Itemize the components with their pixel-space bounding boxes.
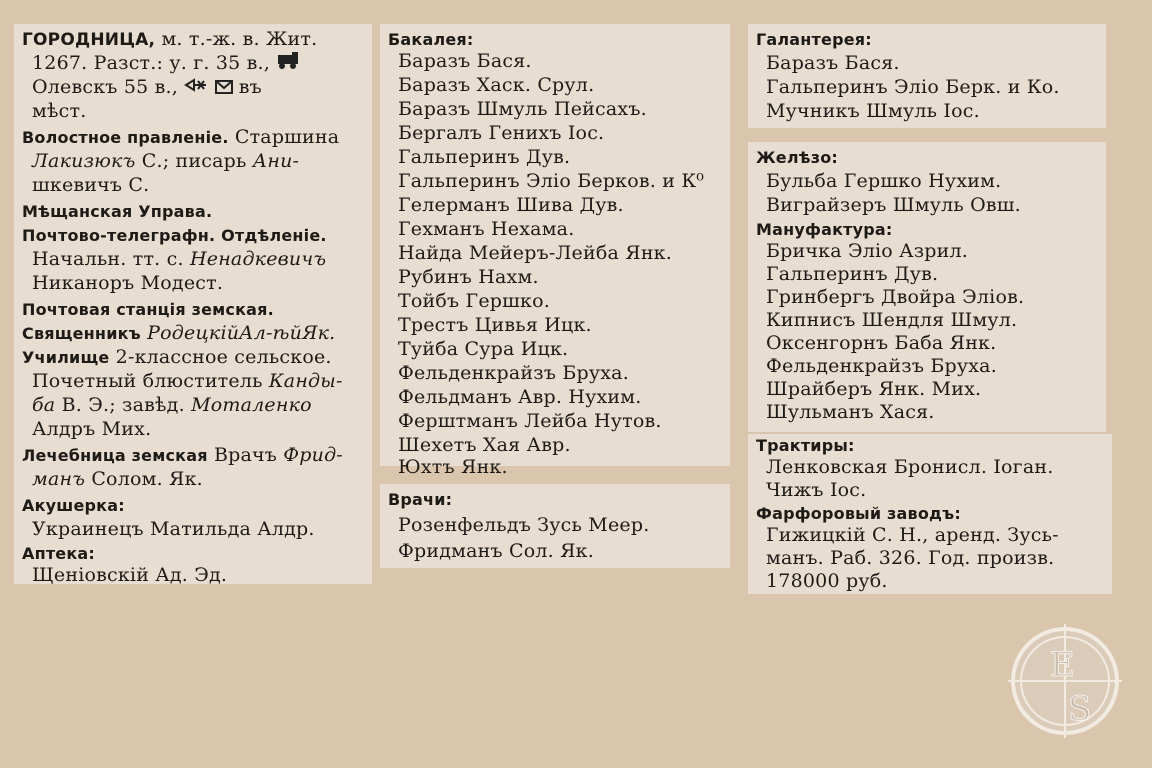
hospital-line [22, 444, 343, 467]
list-item: Гальперинъ Эліо Берков. и К⁰ [398, 170, 705, 192]
iron-header: Желѣзо: [756, 148, 839, 167]
post-office-line-3: Никаноръ Модест. [32, 272, 224, 294]
volost-starshina: Старшина [234, 126, 340, 148]
volost-line [22, 126, 339, 149]
svg-text:E: E [1050, 645, 1075, 685]
distance-text: 1267. Разст.: у. г. 35 в., [32, 52, 271, 74]
school-header: Училище [22, 348, 110, 367]
grocery-header: Бакалея: [388, 30, 474, 49]
trustee-name-end: ба [32, 394, 56, 416]
school-line-4: Алдръ Мих. [32, 418, 152, 440]
school-line-2 [32, 370, 343, 393]
priest-line [22, 322, 335, 345]
list-item: Баразъ Бася. [398, 50, 532, 72]
list-item: Кипнисъ Шендля Шмул. [766, 309, 1018, 331]
middle-column-grocery [380, 24, 730, 478]
svg-text:S: S [1068, 689, 1092, 729]
school-type: 2-классное сельское. [115, 346, 332, 368]
middle-column-doctors [380, 484, 730, 568]
list-item: Баразъ Хаск. Срул. [398, 74, 595, 96]
list-item: Рубинъ Нахм. [398, 266, 539, 288]
midwife-name: Украинецъ Матильда Алдр. [32, 518, 315, 540]
left-column [14, 24, 372, 584]
factory-line: манъ. Раб. 326. Год. произв. [766, 547, 1055, 569]
list-item: Розенфельдъ Зусь Меер. [398, 514, 650, 536]
list-item: Шрайберъ Янк. Мих. [766, 378, 982, 400]
list-item: Виграйзеръ Шмуль Овш. [766, 194, 1021, 216]
list-item: Фельденкрайзъ Бруха. [398, 362, 629, 384]
right-column-iron-textiles [748, 142, 1106, 432]
list-item: Баразъ Бася. [766, 52, 900, 74]
text-fragment: Врачъ [213, 444, 278, 466]
list-item: Бергалъ Генихъ Іос. [398, 122, 605, 144]
town-entry-line-2 [32, 52, 302, 76]
list-item: Гехманъ Нехама. [398, 218, 575, 240]
right-column-haberdashery [748, 24, 1106, 128]
list-item: Бричка Эліо Азрил. [766, 240, 969, 262]
text-fragment: Солом. Як. [91, 468, 203, 490]
list-item: Найда Мейеръ-Лейба Янк. [398, 242, 672, 264]
post-office-header: Почтово-телеграфн. Отдѣленіе. [22, 226, 327, 245]
list-item: Фридманъ Сол. Як. [398, 540, 594, 562]
list-item: Баразъ Шмуль Пейсахъ. [398, 98, 647, 120]
text-fragment: Начальн. тт. с. [32, 248, 184, 270]
volost-header: Волостное правленіе. [22, 128, 229, 147]
post-office-line-2 [32, 248, 326, 271]
distance-olevsk: Олевскъ 55 в., [32, 76, 179, 98]
town-entry-line-1 [22, 28, 317, 52]
list-item: Мучникъ Шмуль Іос. [766, 100, 980, 122]
pisar-name: Ани- [252, 150, 300, 172]
list-item: Чижъ Іос. [766, 479, 867, 501]
list-item: Ленковская Бронисл. Іоган. [766, 456, 1054, 478]
list-item: Гринбергъ Двойра Эліов. [766, 286, 1025, 308]
list-item: Ферштманъ Лейба Нутов. [398, 410, 662, 432]
midwife-header: Акушерка: [22, 496, 125, 515]
list-item: Тойбъ Гершко. [398, 290, 550, 312]
list-item: Юхтъ Янк. [398, 456, 508, 478]
list-item: Бульба Гершко Нухим. [766, 170, 1002, 192]
post-horn-icon [184, 76, 208, 100]
school-line-3 [32, 394, 312, 417]
starshina-name: Лакизюкъ [32, 150, 136, 172]
list-item: Фельдманъ Авр. Нухим. [398, 386, 642, 408]
text-fragment: С.; писарь [141, 150, 247, 172]
list-item: Фельденкрайзъ Бруха. [766, 355, 997, 377]
list-item: Гелерманъ Шива Дув. [398, 194, 624, 216]
es-watermark-logo [1008, 624, 1122, 738]
doctor-name-end: манъ [32, 468, 86, 490]
factory-line: Гижицкій С. Н., аренд. Зусь- [766, 524, 1059, 546]
taverns-header: Трактиры: [756, 436, 855, 455]
post-station-header: Почтовая станція земская. [22, 300, 274, 319]
haberdashery-header: Галантерея: [756, 30, 872, 49]
priest-name: РодецкійАл-ѣйЯк. [147, 322, 336, 344]
list-item: Трестъ Цивья Ицк. [398, 314, 592, 336]
pharmacy-name: Щеніовскій Ад. Эд. [32, 564, 228, 586]
town-info: м. т.-ж. в. Жит. [161, 28, 318, 50]
list-item: Шехетъ Хая Авр. [398, 434, 571, 456]
list-item: Гальперинъ Дув. [766, 263, 939, 285]
trustee-name: Канды- [268, 370, 343, 392]
right-column-taverns-factory [748, 434, 1112, 594]
list-item: Шульманъ Хася. [766, 401, 935, 423]
locomotive-icon [276, 52, 302, 76]
doctors-header: Врачи: [388, 490, 453, 509]
porcelain-factory-header: Фарфоровый заводъ: [756, 504, 961, 523]
list-item: Гальперинъ Эліо Берк. и Ко. [766, 76, 1060, 98]
hospital-header: Лечебница земская [22, 446, 208, 465]
town-entry-line-3 [32, 76, 262, 100]
meshchanskaya-uprava: Мѣщанская Управа. [22, 202, 213, 221]
text-fragment: В. Э.; завѣд. [61, 394, 185, 416]
list-item: Гальперинъ Дув. [398, 146, 571, 168]
head-name: Моталенко [191, 394, 312, 416]
envelope-icon [215, 77, 233, 100]
text-fragment: въ [238, 76, 262, 98]
factory-line: 178000 руб. [766, 570, 888, 592]
priest-header: Священникъ [22, 324, 141, 343]
volost-line-2 [32, 150, 299, 173]
school-line [22, 346, 332, 369]
chief-name: Ненадкевичъ [189, 248, 327, 270]
doctor-name: Фрид- [283, 444, 343, 466]
text-fragment: Почетный блюститель [32, 370, 263, 392]
textiles-header: Мануфактура: [756, 220, 893, 239]
volost-line-3: шкевичъ С. [32, 174, 150, 196]
list-item: Оксенгорнъ Баба Янк. [766, 332, 997, 354]
hospital-line-2 [32, 468, 203, 491]
town-entry-line-4: мѣст. [32, 100, 87, 122]
town-name: ГОРОДНИЦА, [22, 30, 156, 50]
list-item: Туйба Сура Ицк. [398, 338, 569, 360]
pharmacy-header: Аптека: [22, 544, 96, 563]
